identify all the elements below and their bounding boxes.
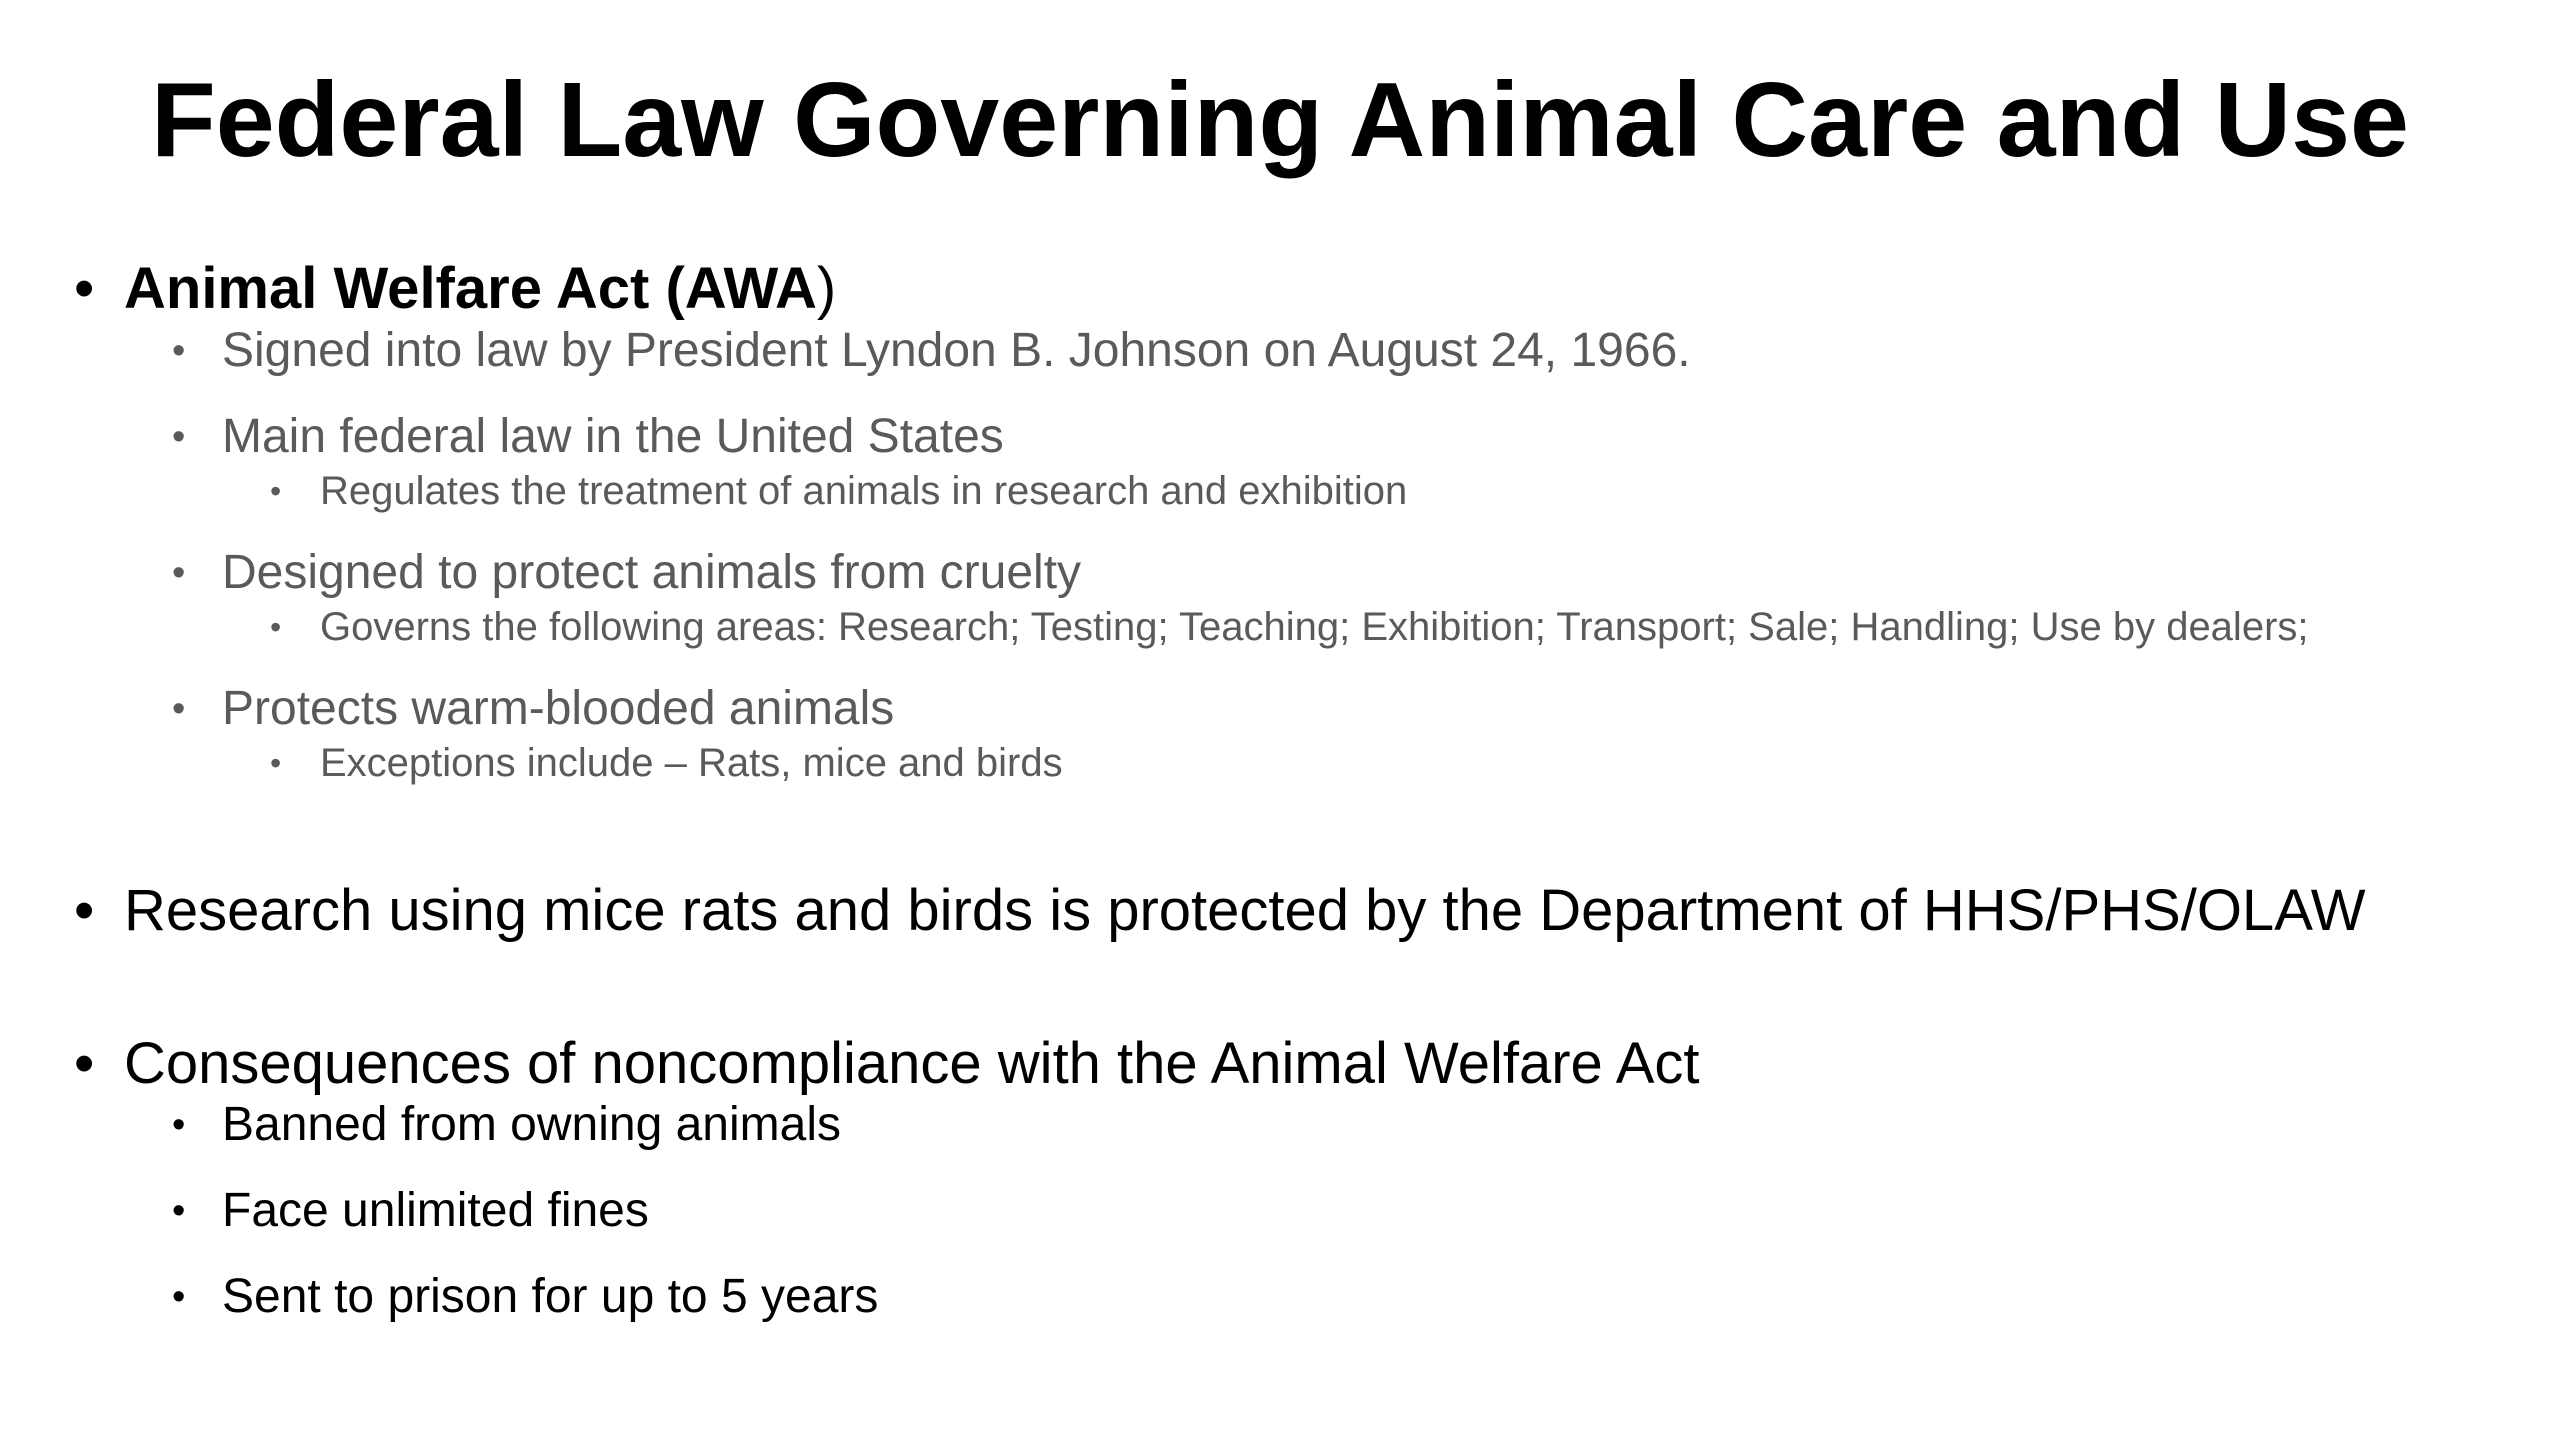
bullet-designed-text: Designed to protect animals from cruelty bbox=[222, 546, 1082, 599]
bullet-dot: • bbox=[172, 1190, 186, 1232]
bullet-dot: • bbox=[172, 416, 186, 458]
bullet-exceptions-text: Exceptions include – Rats, mice and birds bbox=[320, 741, 1063, 785]
bullet-governs-text: Governs the following areas: Research; Testing; Teaching; Exhibition; Transport; Sale; Handling; Use by dealers; bbox=[320, 605, 2309, 649]
bullet-dot: • bbox=[172, 688, 186, 730]
awa-heading-bold: Animal Welfare Act (AWA bbox=[124, 256, 817, 321]
bullet-dot: • bbox=[172, 552, 186, 594]
bullet-dot: • bbox=[74, 878, 95, 943]
bullet-awa-heading-text bbox=[124, 254, 836, 324]
bullet-dot: • bbox=[172, 330, 186, 372]
bullet-research-text: Research using mice rats and birds is protected by the Department of HHS/PHS/OLAW bbox=[124, 878, 2366, 943]
bullet-dot: • bbox=[172, 1276, 186, 1318]
bullet-dot: • bbox=[74, 1031, 95, 1096]
bullet-dot: • bbox=[74, 256, 95, 321]
bullet-dot: • bbox=[270, 609, 282, 645]
bullet-dot: • bbox=[270, 473, 282, 509]
bullet-regulates-text: Regulates the treatment of animals in research and exhibition bbox=[320, 469, 1408, 513]
bullet-main-law-text: Main federal law in the United States bbox=[222, 410, 1004, 463]
bullet-consequences-text: Consequences of noncompliance with the Animal Welfare Act bbox=[124, 1031, 1700, 1096]
bullet-protects-text: Protects warm-blooded animals bbox=[222, 682, 895, 735]
bullet-prison-text: Sent to prison for up to 5 years bbox=[222, 1270, 879, 1323]
bullet-dot: • bbox=[270, 745, 282, 781]
bullet-banned-text: Banned from owning animals bbox=[222, 1098, 842, 1151]
slide-title: Federal Law Governing Animal Care and Use bbox=[150, 61, 2410, 179]
awa-heading-close: ) bbox=[816, 256, 837, 321]
bullet-fines-text: Face unlimited fines bbox=[222, 1184, 649, 1237]
bullet-signed-text: Signed into law by President Lyndon B. Johnson on August 24, 1966. bbox=[222, 324, 1691, 377]
bullet-dot: • bbox=[172, 1104, 186, 1146]
